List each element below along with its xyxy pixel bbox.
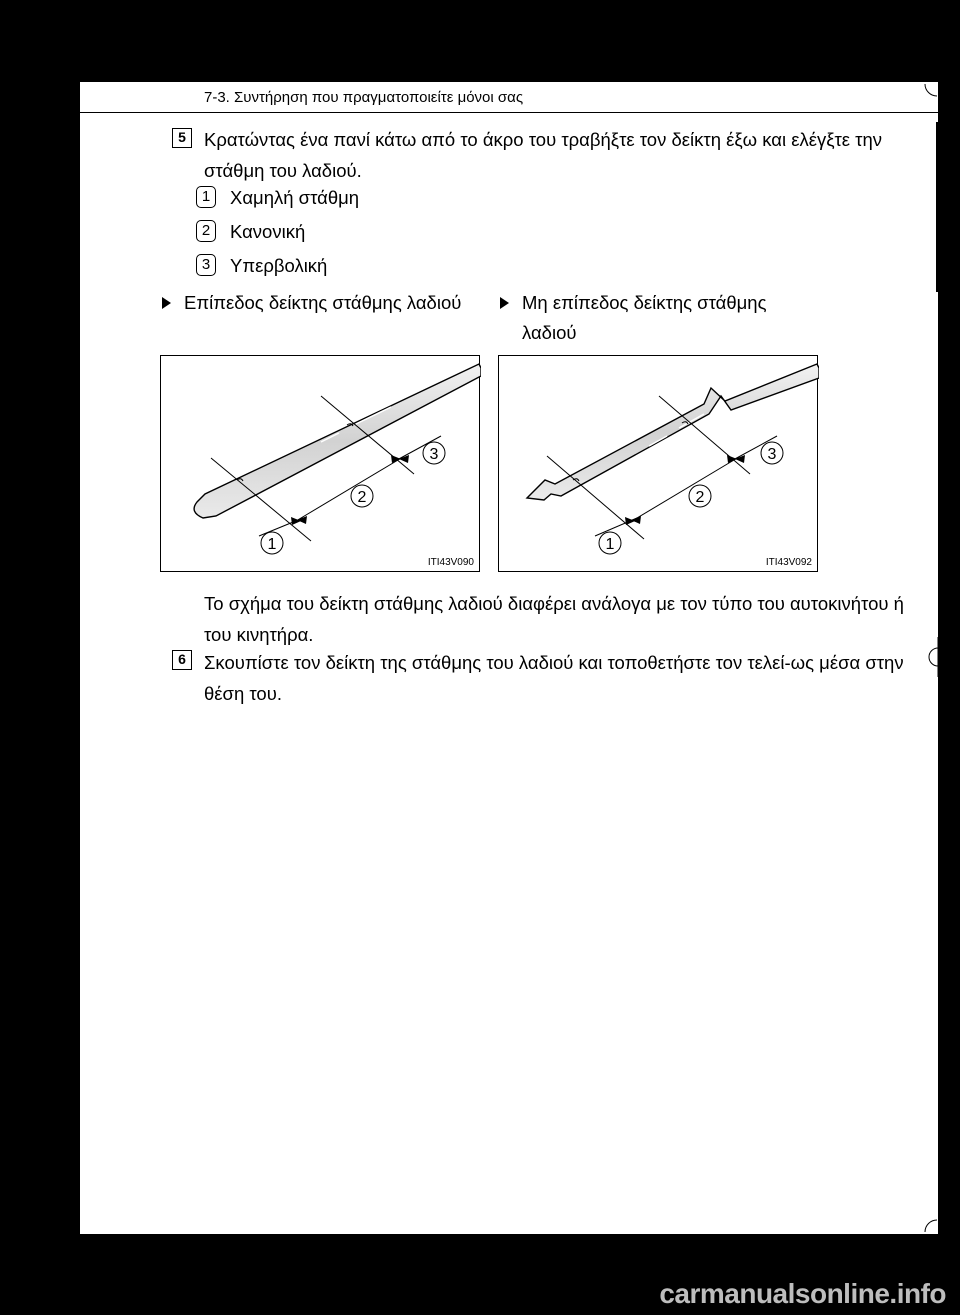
section-title: 7-3. Συντήρηση που πραγματοποιείτε μόνοι σας: [204, 89, 524, 106]
level-label: Χαμηλή στάθμη: [230, 187, 360, 208]
figure-nonflat-dipstick: [498, 355, 818, 572]
watermark: carmanualsonline.info: [659, 1278, 946, 1309]
level-label: Υπερβολική: [230, 255, 328, 276]
figure-flat-dipstick: [160, 355, 480, 572]
page-header: [80, 82, 938, 113]
level-number: 1: [196, 186, 216, 208]
callout-1: 1: [605, 536, 615, 553]
nonflat-dipstick-illustration: [499, 356, 819, 573]
dipstick-blade: [527, 364, 819, 500]
callout-2: 2: [357, 489, 367, 506]
dipstick-blade: [194, 364, 481, 518]
triangle-bullet-icon: [162, 297, 171, 309]
step-number-6: 6: [172, 650, 192, 670]
level-number: 2: [196, 220, 216, 242]
level-number: 3: [196, 254, 216, 276]
figure-code: ITI43V092: [765, 557, 812, 568]
triangle-bullet-icon: [500, 297, 509, 309]
flat-dipstick-illustration: [161, 356, 481, 573]
step-number-5: 5: [172, 128, 192, 148]
step-6-text: Σκουπίστε τον δείκτη της στάθμης του λαδιού και τοποθετήστε τον τελεί-ως μέσα στην θέση του.: [204, 652, 904, 704]
level-label: Κανονική: [230, 221, 306, 242]
registration-mark-right: [920, 637, 938, 677]
callout-3: 3: [429, 446, 439, 463]
callout-3: 3: [767, 446, 777, 463]
manual-page: 7-3. Συντήρηση που πραγματοποιείτε μόνοι σας 5 Κρατώντας ένα πανί κάτω από το άκρο του τραβήξτε τον δείκτη έξω και ελέγξτε την στάθμη του λαδιού. 1 Χαμηλή στάθμη 2 Κανονική 3 Υπερβολική Επίπεδος δείκτης στάθμης λαδιού Μη επίπεδος δείκτης στάθμης λαδιού 1 2 3 ITI43V090 1 2 3 ITI43V092 Το σχήμα του δείκτη στάθμης λαδιού διαφέρει ανάλογα με τον τύπο του αυτοκινήτου ή του κινητήρα. 6 Σκουπίστε τον δείκτη της στάθμης του λαδιού και τοποθετήστε τον τελεί-ως μέσα στην θέση του.: [80, 82, 938, 1234]
crop-mark-top-right: [923, 82, 939, 98]
figure-code: ITI43V090: [427, 557, 474, 568]
dipstick-shape-note: Το σχήμα του δείκτη στάθμης λαδιού διαφέρει ανάλογα με τον τύπο του αυτοκινήτου ή του κινητήρα.: [204, 593, 904, 645]
callout-2: 2: [695, 489, 705, 506]
callout-1: 1: [267, 536, 277, 553]
crop-mark-bottom-right: [923, 1218, 939, 1234]
step-5-text: Κρατώντας ένα πανί κάτω από το άκρο του τραβήξτε τον δείκτη έξω και ελέγξτε την στάθμη του λαδιού.: [204, 129, 883, 181]
crop-line-right-upper: [936, 122, 938, 292]
